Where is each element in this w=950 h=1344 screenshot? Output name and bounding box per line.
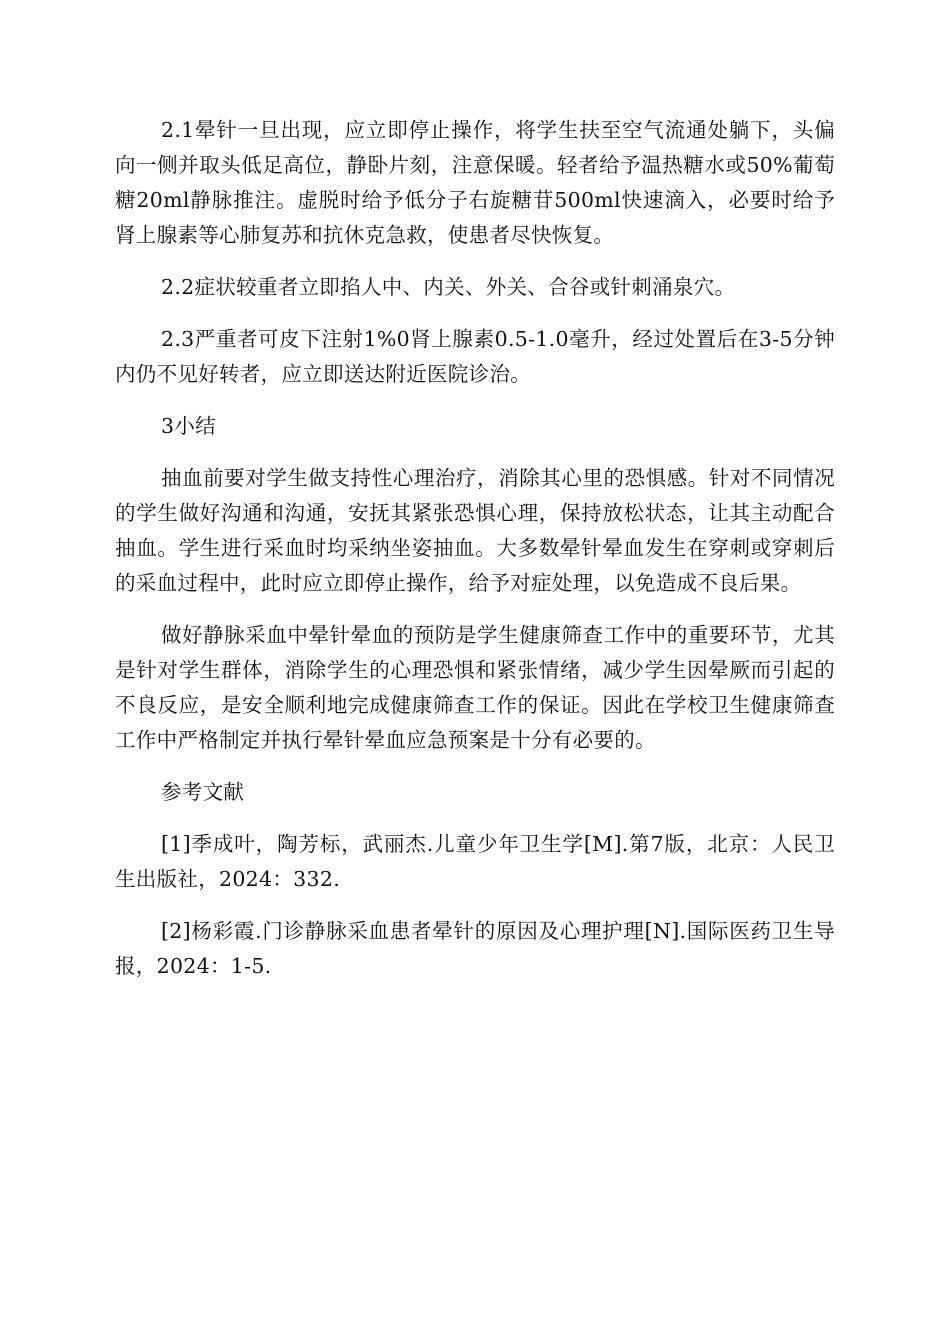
references-heading: 参考文献 (161, 780, 245, 804)
summary-paragraph-2: 做好静脉采血中晕针晕血的预防是学生健康筛查工作中的重要环节，尤其是针对学生群体，消除学生的心理恐惧和紧张情绪，减少学生因晕厥而引起的不良反应，是安全顺利地完成健康筛查工作的保证。因此在学校卫生健康筛查工作中严格制定并执行晕针晕血应急预案是十分有必要的。 (115, 623, 835, 752)
summary-paragraph-1: 抽血前要对学生做支持性心理治疗，消除其心里的恐惧感。针对不同情况的学生做好沟通和沟通，安抚其紧张恐惧心理，保持放松状态，让其主动配合抽血。学生进行采血时均采纳坐姿抽血。大多数晕针晕血发生在穿刺或穿刺后的采血过程中，此时应立即停止操作，给予对症处理，以免造成不良后果。 (115, 466, 835, 595)
reference-item-2: [2]杨彩霞.门诊静脉采血患者晕针的原因及心理护理[N].国际医药卫生导报，2024：1-5. (115, 919, 835, 978)
section-heading-summary: 3小结 (161, 414, 216, 438)
document-page (115, 113, 835, 984)
reference-item-1: [1]季成叶，陶芳标，武丽杰.儿童少年卫生学[M].第7版，北京：人民卫生出版社，2024：332. (115, 832, 835, 891)
paragraph-2-2: 2.2症状较重者立即掐人中、内关、外关、合谷或针刺涌泉穴。 (161, 275, 736, 299)
paragraph-2-3: 2.3严重者可皮下注射1%0肾上腺素0.5-1.0毫升，经过处置后在3-5分钟内仍不见好转者，应立即送达附近医院诊治。 (115, 327, 835, 386)
paragraph-2-1: 2.1晕针一旦出现，应立即停止操作，将学生扶至空气流通处躺下，头偏向一侧并取头低足高位，静卧片刻，注意保暖。轻者给予温热糖水或50%葡萄糖20ml静脉推注。虚脱时给予低分子右旋糖苷500ml快速滴入，必要时给予肾上腺素等心肺复苏和抗休克急救，使患者尽快恢复。 (115, 118, 835, 247)
